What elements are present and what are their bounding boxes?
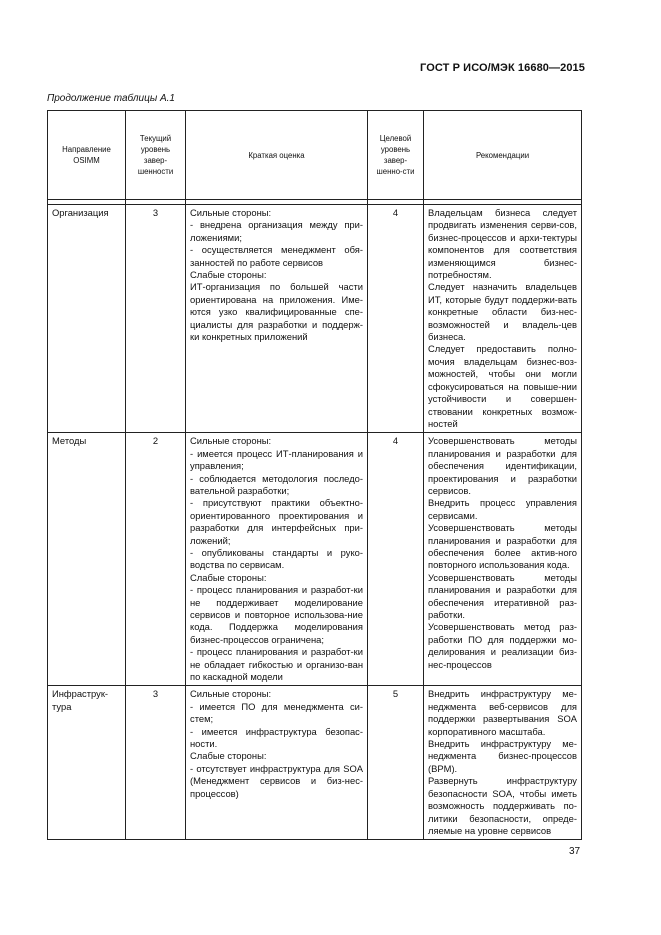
header-current-level: Текущий уровень завер-шенности xyxy=(126,111,186,200)
recommendation-paragraph: Следует назначить владельцев ИТ, которые будут поддержи-вать конкретные области биз-нес-возможностей и владель-цев бизнеса. xyxy=(428,281,577,343)
assessment-line: - процесс планирования и разработ-ки не обладает гибкостью и организо-ван по каскадной модели xyxy=(190,646,363,683)
assessment-line: - процесс планирования и разработ-ки не поддерживает моделирование сервисов и повторное использова-ние кода. Поддержка моделирования бизнес-процессов ограничена; xyxy=(190,584,363,645)
recommendation-paragraph: Усовершенствовать методы планирования и разработки для обеспечения идентификации, проектирования и разработки сервисов. xyxy=(428,435,577,496)
recommendation-paragraph: Развернуть инфраструктуру безопасности SOA, чтобы иметь возможность поддерживать по-литики безопасности, опреде-ляемые на уровне сервисов xyxy=(428,775,577,836)
table-row xyxy=(48,205,582,433)
current-level-cell: 2 xyxy=(126,433,186,686)
assessment-cell xyxy=(186,686,368,840)
current-level-cell: 3 xyxy=(126,205,186,433)
assessment-line: Сильные стороны: xyxy=(190,435,272,447)
assessment-line: - опубликованы стандарты и руко-водства по сервисам. xyxy=(190,546,363,571)
standard-designation: ГОСТ Р ИСО/МЭК 16680—2015 xyxy=(420,62,585,74)
table-row xyxy=(48,433,582,686)
assessment-line: - имеется процесс ИТ-планирования и управления; xyxy=(190,447,363,472)
recommendation-paragraph: Внедрить процесс управления сервисами. xyxy=(428,497,577,521)
recommendation-paragraph: Усовершенствовать метод раз-работки ПО для поддержки мо-делирования и реализации биз-нес-процессов xyxy=(428,621,577,670)
current-level-cell: 3 xyxy=(126,686,186,840)
assessment-line: ИТ-организация по большей части ориентирована на приложения. Име-ются узко квалифицированные спе-циалисты для разработки и поддерж-ки конкретных приложений xyxy=(190,281,363,343)
assessment-cell xyxy=(186,205,368,433)
assessment-line: - имеется инфраструктура безопас-ности. xyxy=(190,725,363,750)
assessment-line: - присутствуют практики объектно-ориентированного проектирования и разработки для интерфейсных при-ложений; xyxy=(190,497,363,546)
recommendation-paragraph: Следует предоставить полно-мочия владельцам бизнес-воз-можностей, чтобы они могли сфокусироваться на повыше-нии устойчивости и совершен-ствовании конкретных возмож-ностей xyxy=(428,343,577,429)
assessment-line: Слабые стороны: xyxy=(190,571,267,583)
recommendations-cell xyxy=(424,686,582,840)
recommendation-paragraph: Усовершенствовать методы планирования и разработки для обеспечения итеративной раз-работки. xyxy=(428,571,577,620)
assessment-line: - осуществляется менеджмент обя-занностей по работе сервисов xyxy=(190,244,363,268)
direction-cell: Методы xyxy=(48,433,126,686)
header-assessment: Краткая оценка xyxy=(186,111,368,200)
recommendation-paragraph: Внедрить инфраструктуру ме-неджмента веб-сервисов для поддержки развертывания SOA корпоративного масштаба. xyxy=(428,688,577,737)
table-row xyxy=(48,686,582,840)
assessment-line: Сильные стороны: xyxy=(190,688,272,700)
direction-cell: Организация xyxy=(48,205,126,433)
recommendation-paragraph: Усовершенствовать методы планирования и разработки для обеспечения более актив-ного повторного использования кода. xyxy=(428,522,577,571)
recommendations-cell xyxy=(424,205,582,433)
header-direction: Направление OSIMM xyxy=(48,111,126,200)
page-number: 37 xyxy=(569,846,581,857)
header-recommendations: Рекомендации xyxy=(424,111,582,200)
assessment-line: - отсутствует инфраструктура для SOA (Менеджмент сервисов и биз-нес-процессов) xyxy=(190,762,363,799)
target-level-cell: 5 xyxy=(368,686,424,840)
assessment-line: - соблюдается методология последо-вательной разработки; xyxy=(190,472,363,496)
header-target-level: Целевой уровень завер-шенно-сти xyxy=(368,111,424,200)
assessment-line: - внедрена организация между при-ложениями; xyxy=(190,219,363,243)
recommendation-paragraph: Владельцам бизнеса следует продвигать изменения серви-сов, бизнес-процессов и архи-тектуры компонентов для соответствия изменяющимся бизнес-потребностям. xyxy=(428,207,577,281)
target-level-cell: 4 xyxy=(368,433,424,686)
recommendations-cell xyxy=(424,433,582,686)
recommendations-table xyxy=(47,110,582,840)
target-level-cell: 4 xyxy=(368,205,424,433)
assessment-cell xyxy=(186,433,368,686)
direction-cell: Инфраструк-тура xyxy=(48,686,126,840)
assessment-line: Слабые стороны: xyxy=(190,269,267,281)
table-continuation-caption: Продолжение таблицы А.1 xyxy=(47,93,175,104)
table-header-row xyxy=(48,111,582,200)
assessment-line: Сильные стороны: xyxy=(190,207,272,218)
assessment-line: Слабые стороны: xyxy=(190,750,267,762)
recommendation-paragraph: Внедрить инфраструктуру ме-неджмента бизнес-процессов (BPM). xyxy=(428,738,577,774)
assessment-line: - имеется ПО для менеджмента си-стем; xyxy=(190,700,363,725)
